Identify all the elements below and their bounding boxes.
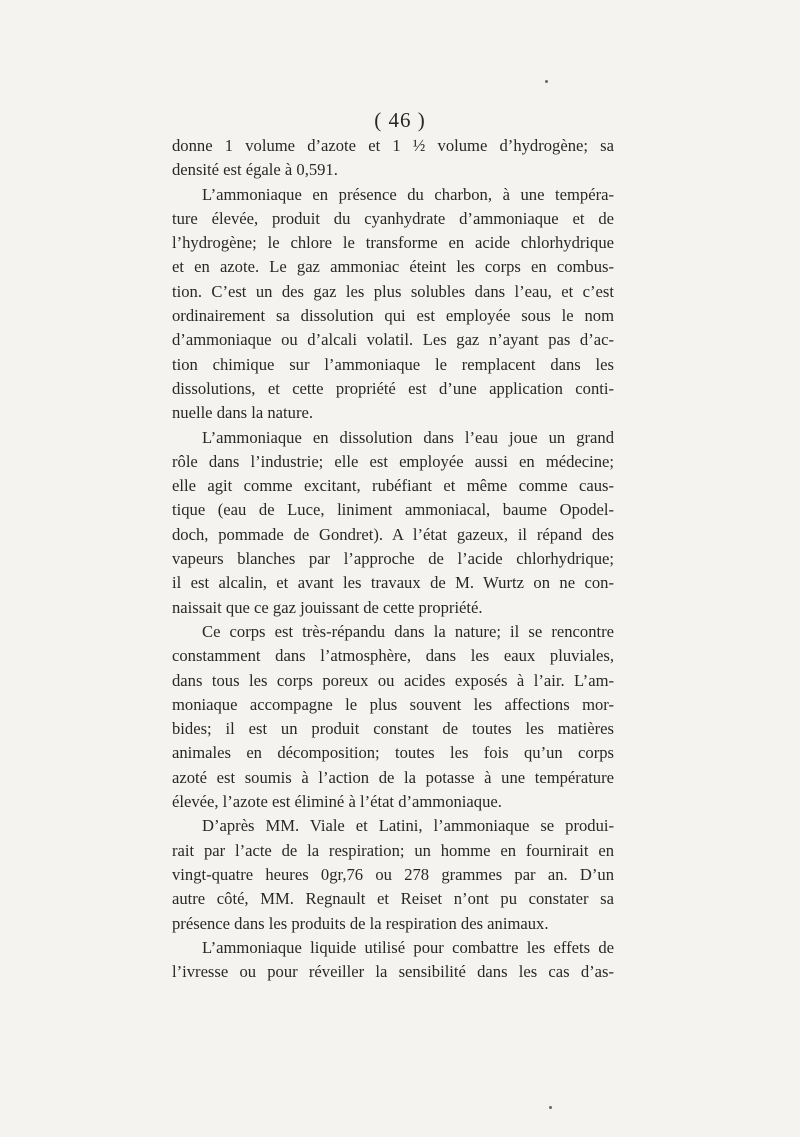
text-line: tique (eau de Luce, liniment ammoniacal, baume Opodel- bbox=[172, 500, 614, 520]
text-line: moniaque accompagne le plus souvent les affections mor- bbox=[172, 694, 614, 714]
text-line: L’ammoniaque en dissolution dans l’eau joue un grand bbox=[202, 427, 614, 447]
text-line: il est alcalin, et avant les travaux de M. Wurtz on ne con- bbox=[172, 573, 614, 593]
text-line: Ce corps est très-répandu dans la nature; il se rencontre bbox=[202, 621, 614, 641]
text-line: constamment dans l’atmosphère, dans les eaux pluviales, bbox=[172, 646, 614, 666]
text-line: autre côté, MM. Regnault et Reiset n’ont pu constater sa bbox=[172, 889, 614, 909]
text-line: élevée, l’azote est éliminé à l’état d’ammoniaque. bbox=[172, 792, 502, 812]
text-line: tion. C’est un des gaz les plus solubles dans l’eau, et c’est bbox=[172, 281, 614, 301]
text-line: présence dans les produits de la respiration des animaux. bbox=[172, 913, 549, 933]
text-line: dissolutions, et cette propriété est d’une application conti- bbox=[172, 378, 614, 398]
text-line: azoté est soumis à l’action de la potasse à une température bbox=[172, 767, 614, 787]
text-line: ture élevée, produit du cyanhydrate d’ammoniaque et de bbox=[172, 208, 614, 228]
text-line: vapeurs blanches par l’approche de l’acide chlorhydrique; bbox=[172, 549, 614, 569]
text-line: tion chimique sur l’ammoniaque le remplacent dans les bbox=[172, 354, 614, 374]
text-line: doch, pommade de Gondret). A l’état gazeux, il répand des bbox=[172, 524, 614, 544]
text-line: naissait que ce gaz jouissant de cette propriété. bbox=[172, 597, 483, 617]
text-line: dans tous les corps poreux ou acides exposés à l’air. L’am- bbox=[172, 670, 614, 690]
text-line: D’après MM. Viale et Latini, l’ammoniaque se produi- bbox=[202, 816, 614, 836]
text-line: densité est égale à 0,591. bbox=[172, 160, 338, 180]
text-line: vingt-quatre heures 0gr,76 ou 278 grammes par an. D’un bbox=[172, 864, 614, 884]
text-line: ordinairement sa dissolution qui est employée sous le nom bbox=[172, 306, 614, 326]
page-number: ( 46 ) bbox=[374, 108, 426, 132]
text-line: donne 1 volume d’azote et 1 ½ volume d’hydrogène; sa bbox=[172, 136, 614, 155]
text-line: d’ammoniaque ou d’alcali volatil. Les gaz n’ayant pas d’ac- bbox=[172, 330, 614, 350]
text-line: L’ammoniaque en présence du charbon, à une tempéra- bbox=[202, 184, 614, 204]
text-line: L’ammoniaque liquide utilisé pour combattre les effets de bbox=[202, 937, 614, 957]
text-line: et en azote. Le gaz ammoniac éteint les corps en combus- bbox=[172, 257, 614, 277]
text-line: l’hydrogène; le chlore le transforme en acide chlorhydrique bbox=[172, 233, 614, 253]
text-line: rôle dans l’industrie; elle est employée aussi en médecine; bbox=[172, 451, 614, 471]
text-line: elle agit comme excitant, rubéfiant et même comme caus- bbox=[172, 476, 614, 496]
text-line: animales en décomposition; toutes les fois qu’un corps bbox=[172, 743, 614, 763]
body-text bbox=[172, 134, 614, 984]
paper-speck bbox=[545, 80, 548, 83]
text-line: l’ivresse ou pour réveiller la sensibilité dans les cas d’as- bbox=[172, 962, 614, 982]
paper-speck bbox=[549, 1106, 552, 1109]
text-line: nuelle dans la nature. bbox=[172, 403, 313, 423]
text-line: rait par l’acte de la respiration; un homme en fournirait en bbox=[172, 840, 614, 860]
text-line: bides; il est un produit constant de toutes les matières bbox=[172, 719, 614, 739]
